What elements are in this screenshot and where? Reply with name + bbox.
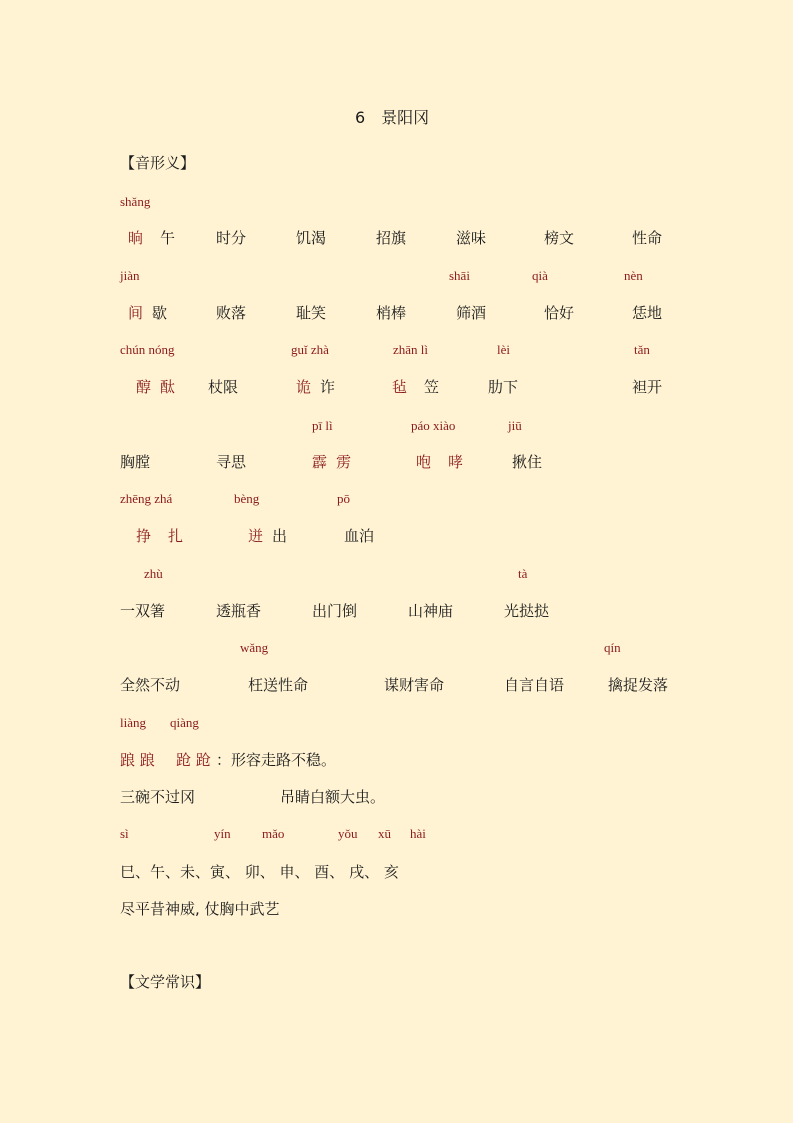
vocab-word: 性命 <box>632 229 663 247</box>
vocab-word: 擒捉发落 <box>608 676 669 694</box>
vocab-char: 酞 <box>160 378 176 396</box>
pinyin-label: nèn <box>624 268 643 283</box>
vocab-word: 揪住 <box>512 453 543 471</box>
pinyin-label: qín <box>604 640 621 655</box>
vocab-char: 咆 <box>416 453 432 471</box>
vocab-word: 山神庙 <box>408 602 454 620</box>
vocab-char: 歇 <box>152 304 168 322</box>
vocab-char: 醇 <box>136 378 152 396</box>
vocab-char: 诡 <box>296 378 312 396</box>
pinyin-label: bèng <box>234 491 260 506</box>
vocab-char: 迸 <box>248 527 264 545</box>
vocab-char: 挣 <box>136 527 152 545</box>
pinyin-label: liàng <box>120 715 146 730</box>
vocab-word: 梢棒 <box>376 304 407 322</box>
phrase-text: 吊睛白额大虫。 <box>280 788 386 806</box>
vocab-word: 自言自语 <box>504 676 565 694</box>
vocab-word: 招旗 <box>376 229 407 247</box>
vocab-word: 饥渴 <box>296 229 327 247</box>
vocab-char: 出 <box>272 527 288 545</box>
vocab-word: 败落 <box>216 304 247 322</box>
pinyin-label: zhù <box>144 566 163 581</box>
pinyin-label: yǒu <box>338 826 358 841</box>
vocab-word: 杖限 <box>208 378 239 396</box>
vocab-word: 恁地 <box>632 304 663 322</box>
section-heading-yinxingyi: 【音形义】 <box>120 154 196 172</box>
pinyin-label: pō <box>337 491 350 506</box>
vocab-word: 光挞挞 <box>504 602 550 620</box>
pinyin-label: zhēng zhá <box>120 491 173 506</box>
vocab-word: 血泊 <box>344 527 375 545</box>
vocab-char: 午 <box>160 229 176 247</box>
page-title: 6 景阳冈 <box>355 108 430 127</box>
vocab-word: 一双箸 <box>120 602 166 620</box>
pinyin-label: jiàn <box>120 268 140 283</box>
vocab-word: 踉 踉 <box>120 751 155 769</box>
pinyin-label: hài <box>410 826 426 841</box>
vocab-word: 筛酒 <box>456 304 487 322</box>
pinyin-label: mǎo <box>262 826 285 841</box>
vocab-word: 枉送性命 <box>248 676 309 694</box>
pinyin-label: xū <box>378 826 391 841</box>
vocab-word: 袒开 <box>632 378 663 396</box>
section-heading-wenxuechangshi: 【文学常识】 <box>120 973 211 991</box>
vocab-char: 扎 <box>168 527 184 545</box>
vocab-char: 雳 <box>336 453 352 471</box>
vocab-word: 谋财害命 <box>384 676 445 694</box>
vocab-char: 毡 <box>392 378 408 396</box>
vocab-word: 肋下 <box>488 378 519 396</box>
pinyin-label: yín <box>214 826 231 841</box>
phrase-text: 尽平昔神威, 仗胸中武艺 <box>120 900 280 918</box>
vocab-char: 晌 <box>128 229 144 247</box>
pinyin-label: tǎn <box>634 342 650 357</box>
vocab-word: 透瓶香 <box>216 602 262 620</box>
pinyin-label: lèi <box>497 342 510 357</box>
vocab-word: 滋味 <box>456 229 487 247</box>
pinyin-label: qiàng <box>170 715 199 730</box>
pinyin-label: tà <box>518 566 528 581</box>
vocab-word: 胸膛 <box>120 453 151 471</box>
pinyin-label: pī lì <box>312 418 333 433</box>
vocab-word: 恰好 <box>544 304 575 322</box>
vocab-word: 榜文 <box>544 229 575 247</box>
pinyin-label: páo xiào <box>411 418 456 433</box>
vocab-char: 诈 <box>320 378 336 396</box>
vocab-word: 耻笑 <box>296 304 327 322</box>
pinyin-label: zhān lì <box>393 342 429 357</box>
pinyin-label: shāi <box>449 268 470 283</box>
vocab-word: 出门倒 <box>312 602 358 620</box>
pinyin-label: sì <box>120 826 129 841</box>
vocab-char: 哮 <box>448 453 464 471</box>
vocab-word: 时分 <box>216 229 247 247</box>
vocab-char: 间 <box>128 304 144 322</box>
pinyin-label: qià <box>532 268 548 283</box>
pinyin-label: chún nóng <box>120 342 175 357</box>
pinyin-label: shǎng <box>120 194 151 209</box>
vocab-char: 笠 <box>424 378 440 396</box>
pinyin-label: guǐ zhà <box>291 342 329 357</box>
vocab-word: 全然不动 <box>120 676 181 694</box>
vocab-char: 霹 <box>312 453 328 471</box>
vocab-word: 跄 跄 <box>176 751 211 769</box>
pinyin-label: wǎng <box>240 640 269 655</box>
vocab-word: 寻思 <box>216 453 247 471</box>
earthly-branches-text: 巳、午、未、寅、 卯、 申、 酉、 戌、 亥 <box>120 863 399 881</box>
phrase-text: 三碗不过冈 <box>120 788 196 806</box>
pinyin-label: jiū <box>508 418 522 433</box>
definition-text: ：形容走路不稳。 <box>216 751 337 769</box>
